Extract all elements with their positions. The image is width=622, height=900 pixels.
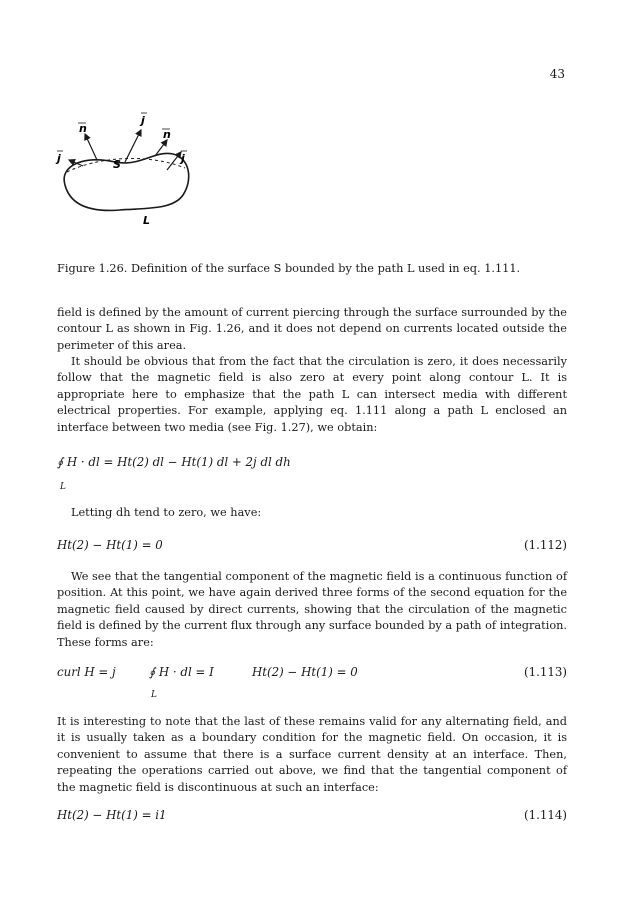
page-number: 43 (549, 67, 565, 81)
figure-caption: Figure 1.26. Definition of the surface S bounded by the path L used in eq. 1.111. (57, 262, 521, 275)
equation-number: (1.112) (524, 538, 567, 552)
paragraph-4: We see that the tangential component of the magnetic field is a continuous function of position. At this point, we have again derived three forms of the second equation for the magnetic field caused by direct currents, showing that the circulation of the magnetic field is defined by the current flux through any surface bounded by a path of integration. These forms are: (57, 570, 567, 649)
equation-part-tangential: Ht(2) − Ht(1) = 0 (252, 665, 358, 679)
label-surface-S: S (113, 158, 121, 171)
label-contour-L: L (143, 214, 151, 227)
integral-subscript: L (60, 482, 66, 492)
equation-1-114 (57, 808, 567, 830)
label-n-right: n (163, 128, 171, 141)
normal-arrow-left (85, 134, 97, 160)
paragraph-3: Letting dh tend to zero, we have: (71, 506, 262, 519)
current-arrow-left (69, 160, 83, 166)
current-arrow-top (125, 130, 141, 162)
contour-path (64, 153, 189, 210)
integral-subscript-2: L (151, 690, 157, 700)
paragraph-2: It should be obvious that from the fact that the circulation is zero, it does necessarily follow that the magnetic field is also zero at every point along contour L. It is appropriate here to emphasize that the path L can intersect media with different electrical properties. For example, applying eq. 1.111 along a path L enclosed an interface between two media (see Fig. 1.27), we obtain: (57, 355, 567, 434)
surface-diagram (55, 110, 215, 230)
equation-text: ∮ H · dl = Ht(2) dl − Ht(1) dl + 2j dl dh (57, 455, 291, 469)
equation-part-curl: curl H = j (57, 665, 116, 679)
equation-unnumbered (57, 455, 567, 477)
paragraph-5: It is interesting to note that the last of these remains valid for any alternating field, and it is usually taken as a boundary condition for the magnetic field. On occasion, it is convenient to assume that there is a surface current density at an interface. Then, repeating the operations carried out above, we find that the tangential component of the magnetic field is discontinuous at such an interface: (57, 715, 567, 794)
equation-number: (1.114) (524, 808, 567, 822)
label-n-left: n (79, 122, 87, 135)
equation-1-113 (57, 665, 567, 687)
equation-text: Ht(2) − Ht(1) = 0 (57, 538, 163, 552)
equation-text: Ht(2) − Ht(1) = i1 (57, 808, 167, 822)
label-j-top: j (141, 114, 145, 127)
paragraph-1: field is defined by the amount of current piercing through the surface surrounded by the contour L as shown in Fig. 1.26, and it does not depend on currents located outside the perimeter of this area. (57, 306, 567, 352)
equation-part-integral: ∮ H · dl = I (149, 665, 214, 679)
equation-1-112 (57, 538, 567, 560)
label-j-right: j (181, 152, 185, 165)
figure-1-26 (55, 110, 215, 230)
label-j-left: j (57, 152, 61, 165)
equation-number: (1.113) (524, 665, 567, 679)
